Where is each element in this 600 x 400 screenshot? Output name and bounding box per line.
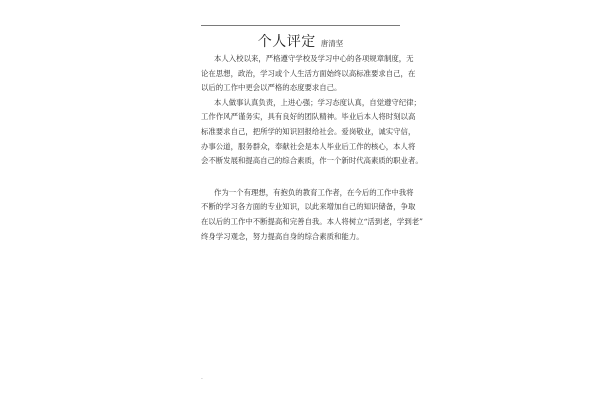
footer-mark: .	[201, 374, 203, 381]
paragraph-2-line-3: 标准要求自己，把所学的知识回报给社会。爱岗敬业，诚实守信，	[201, 126, 416, 136]
document-body	[201, 52, 423, 244]
document-title: 个人评定	[257, 34, 316, 50]
paragraph-gap	[201, 169, 400, 186]
paragraph-3-line-4: 终身学习观念，努力提高自身的综合素质和能力。	[201, 231, 364, 241]
paragraph-1-line-1: 本人入校以来，严格遵守学校及学习中心的各项规章制度，无	[214, 54, 414, 63]
paragraph-2-line-5: 会不断发展和提高自己的综合素质，作一个新时代高素质的职业者。	[201, 156, 423, 166]
document-author: 唐清坚	[320, 39, 344, 48]
paragraph-3-line-1: 作为一个有理想，有抱负的教育工作者，在今后的工作中我将	[214, 187, 414, 197]
top-rule	[201, 25, 400, 26]
paragraph-2-line-1: 本人做事认真负责，上进心强；学习态度认真，自觉遵守纪律；	[214, 97, 421, 107]
paragraph-2-line-4: 办事公道，服务群众，奉献社会是本人毕业后工作的核心，本人将	[201, 141, 416, 151]
paragraph-3-line-2: 不断的学习各方面的专业知识，以此来增加自己的知识储备，争取	[201, 202, 416, 212]
paragraph-2-line-2: 工作作风严谨务实，具有良好的团队精神。毕业后本人将时刻以高	[201, 112, 416, 122]
paragraph-1-line-2: 论在思想，政治，学习或个人生活方面始终以高标准要求自己，在	[201, 68, 416, 78]
paragraph-3-line-3: 在以后的工作中不断提高和完善自我。本人将树立“活到老，学到老”	[201, 216, 423, 226]
title-row	[201, 33, 400, 52]
paragraph-1-line-3: 以后的工作中更会以严格的态度要求自己。	[201, 83, 342, 93]
